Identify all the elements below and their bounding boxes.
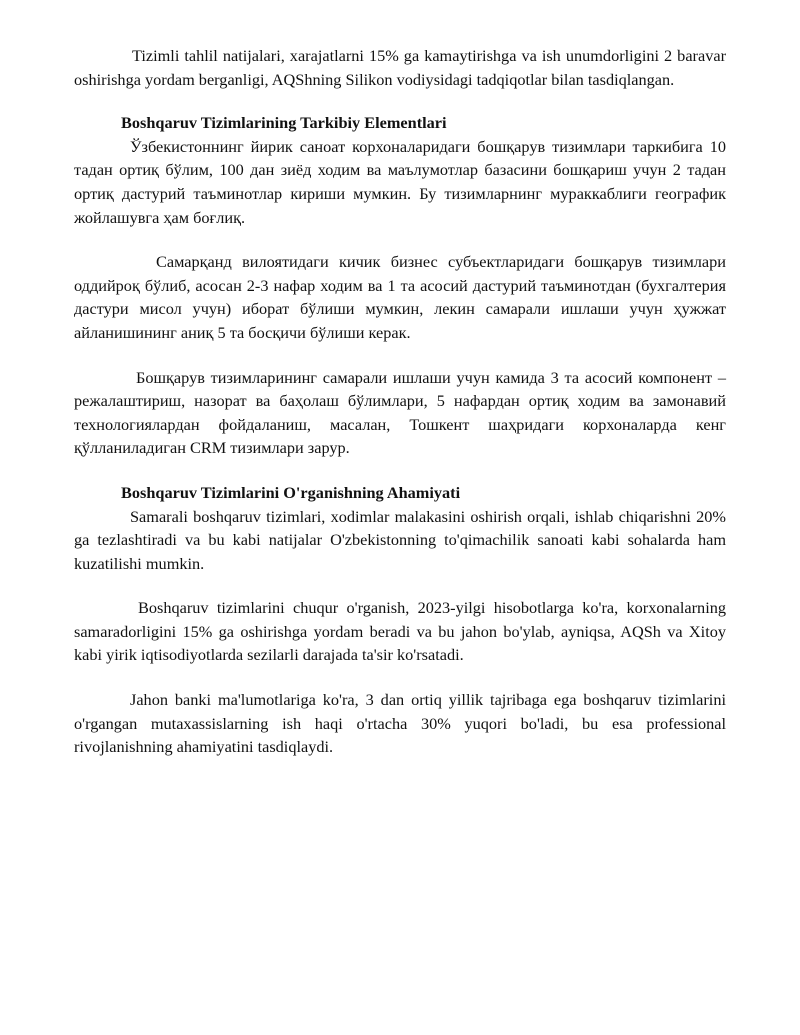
paragraph-systems-analysis: Tizimli tahlil natijalari, xarajatlarni 15% ga kamaytirishga va ish unumdorligini 2 baravar oshirishga yordam berganligi, AQShning Silikon vodiysidagi tadqiqotlar bilan tasdiqlangan. xyxy=(74,46,726,89)
paragraph-world-bank: Jahon banki ma'lumotlariga ko'ra, 3 dan ortiq yillik tajribaga ega boshqaruv tizimlarini o'rgangan mutaxassislarning ish haqi o'rtacha 30% yuqori bo'ladi, bu esa professional rivojlanishning ahamiyatini tasdiqlaydi. xyxy=(74,690,726,757)
paragraph-samarkand-small-business: Самарқанд вилоятидаги кичик бизнес субъектларидаги бошқарув тизимлари оддийроқ бўлиб, асосан 2-3 нафар ходим ва 1 та асосий дастурий таъминотдан (бухгалтерия дастури мисол учун) иборат бўлиши мумкин, лекин самарали ишлаши учун ҳужжат айланишининг аниқ 5 та босқичи бўлиши керак. xyxy=(74,252,726,342)
heading-importance-of-study: Boshqaruv Tizimlarini O'rganishning Ahamiyati xyxy=(121,482,461,502)
paragraph-uzbek-enterprises: Ўзбекистоннинг йирик саноат корхоналаридаги бошқарув тизимлари таркибига 10 тадан ортиқ бўлим, 100 дан зиёд ходим ва маълумотлар базасини бошқариш учун 2 тадан ортиқ дастурий таъминотлар кириши мумкин. Бу тизимларнинг мураккаблиги географик жойлашувга ҳам боғлиқ. xyxy=(74,136,726,227)
heading-structural-elements: Boshqaruv Tizimlarining Tarkibiy Elementlari xyxy=(121,113,447,133)
paragraph-staff-training: Samarali boshqaruv tizimlari, xodimlar malakasini oshirish orqali, ishlab chiqarishni 20% ga tezlashtiradi va bu kabi natijalar O'zbekistonning to'qimachilik sanoati kabi sohalarda ham kuzatilishi mumkin. xyxy=(74,506,726,573)
document-page xyxy=(74,44,726,759)
paragraph-deep-study: Boshqaruv tizimlarini chuqur o'rganish, 2023-yilgi hisobotlarga ko'ra, korxonalarning samaradorligini 15% ga oshirishga yordam beradi va bu jahon bo'ylab, ayniqsa, AQSh va Xitoy kabi yirik iqtisodiyotlarda sezilarli darajada ta'sir ko'rsatadi. xyxy=(74,598,726,665)
paragraph-core-components: Бошқарув тизимларининг самарали ишлаши учун камида 3 та асосий компонент – режалаштириш, назорат ва баҳолаш бўлимлари, 5 нафардан ортиқ ходим ва замонавий технологиялардан фойдаланиш, масалан, Тошкент шаҳридаги корхоналарда кенг қўлланиладиган CRM тизимлари зарур. xyxy=(74,367,726,458)
